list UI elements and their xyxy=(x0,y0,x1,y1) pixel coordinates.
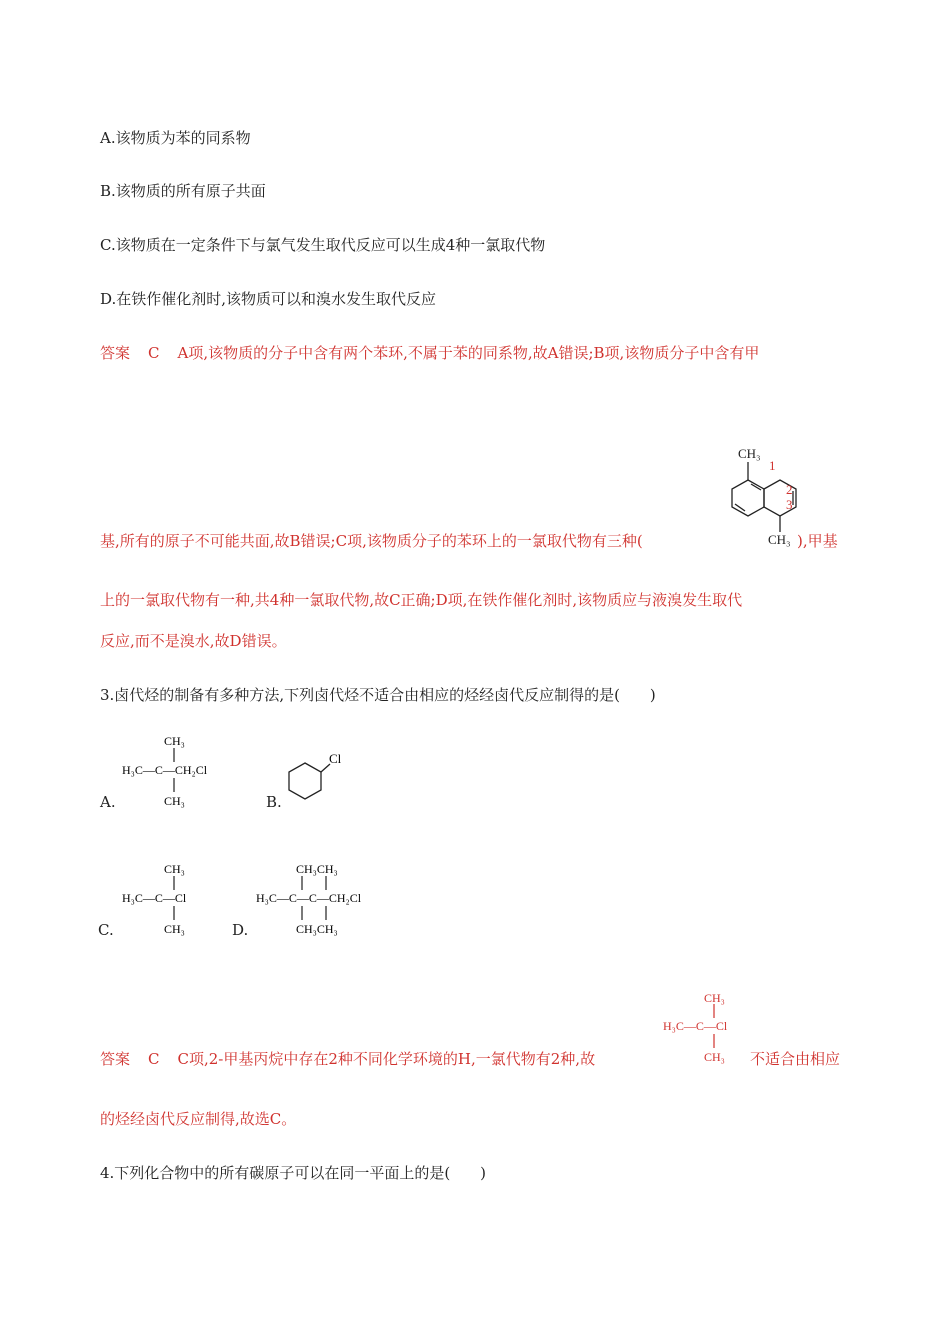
answer-q3-line2: 的烃经卤代反应制得,故选C。 xyxy=(100,1110,297,1128)
q3-option-b-structure xyxy=(284,748,354,810)
q3-option-a-structure xyxy=(118,732,248,810)
question-4-stem: 4.下列化合物中的所有碳原子可以在同一平面上的是( ) xyxy=(100,1164,487,1182)
answer-q2-line3: 上的一氯取代物有一种,共4种一氯取代物,故C正确;D项,在铁作催化剂时,该物质应与液溴发生取代 xyxy=(100,591,743,609)
q3c-main-label: H₃C—C—Cl xyxy=(122,891,187,905)
answer-text: A项,该物质的分子中含有两个苯环,不属于苯的同系物,故A错误;B项,该物质分子中含有甲 xyxy=(177,344,760,362)
q3a-bottom-label: CH₃ xyxy=(164,794,185,808)
position-1-label: 1 xyxy=(769,458,776,473)
option-c: C.该物质在一定条件下与氯气发生取代反应可以生成4种一氯取代物 xyxy=(100,236,546,254)
answer-q2-line1 xyxy=(100,343,759,363)
option-b: B.该物质的所有原子共面 xyxy=(100,182,266,200)
answer-label: 答案 xyxy=(100,344,131,362)
answer-choice: C xyxy=(148,344,160,362)
answer-q2-line2b: ),甲基 xyxy=(797,532,838,550)
answer-q3-text: C项,2-甲基丙烷中存在2种不同化学环境的H,一氯代物有2种,故 xyxy=(177,1050,596,1068)
answer-q3-choice: C xyxy=(148,1050,160,1068)
answer-q3-line1b: 不适合由相应 xyxy=(750,1050,841,1068)
q3c-top-label: CH₃ xyxy=(164,862,185,876)
question-3-stem: 3.卤代烃的制备有多种方法,下列卤代烃不适合由相应的烃经卤代反应制得的是( ) xyxy=(100,686,656,704)
q3-option-d-letter: D. xyxy=(232,921,249,939)
q3b-cl-label: Cl xyxy=(329,751,342,766)
q3-option-b-letter: B. xyxy=(266,793,282,811)
q3c-bottom-label: CH₃ xyxy=(164,922,185,936)
q3d-main-label: H₃C—C—C—CH₂Cl xyxy=(256,891,362,905)
q3-option-d-structure xyxy=(252,860,402,938)
q3-answer-main-label: H₃C—C—Cl xyxy=(663,1019,728,1033)
q3-answer-bottom-label: CH₃ xyxy=(704,1050,725,1064)
methyl-top-label: CH₃ xyxy=(738,446,761,461)
option-d: D.在铁作催化剂时,该物质可以和溴水发生取代反应 xyxy=(100,290,437,308)
q3-option-c-structure xyxy=(118,860,218,938)
methyl-bottom-label: CH₃ xyxy=(768,532,791,547)
position-2-label: 2 xyxy=(786,482,793,497)
q3-option-c-letter: C. xyxy=(98,921,114,939)
q3d-bottom-label: CH₃CH₃ xyxy=(296,922,338,936)
q3-answer-top-label: CH₃ xyxy=(704,991,725,1005)
answer-q3-label: 答案 xyxy=(100,1050,131,1068)
answer-q3-line1a xyxy=(100,1049,595,1069)
answer-q2-line4: 反应,而不是溴水,故D错误。 xyxy=(100,632,287,650)
answer-q3-structure xyxy=(660,990,750,1068)
position-3-label: 3 xyxy=(786,497,793,512)
q3-option-a-letter: A. xyxy=(100,793,116,811)
q3d-top-label: CH₃CH₃ xyxy=(296,862,338,876)
answer-q2-line2a: 基,所有的原子不可能共面,故B错误;C项,该物质分子的苯环上的一氯取代物有三种( xyxy=(100,532,643,550)
option-a: A.该物质为苯的同系物 xyxy=(100,129,251,147)
q3a-top-label: CH₃ xyxy=(164,734,185,748)
q3a-main-label: H₃C—C—CH₂Cl xyxy=(122,763,208,777)
